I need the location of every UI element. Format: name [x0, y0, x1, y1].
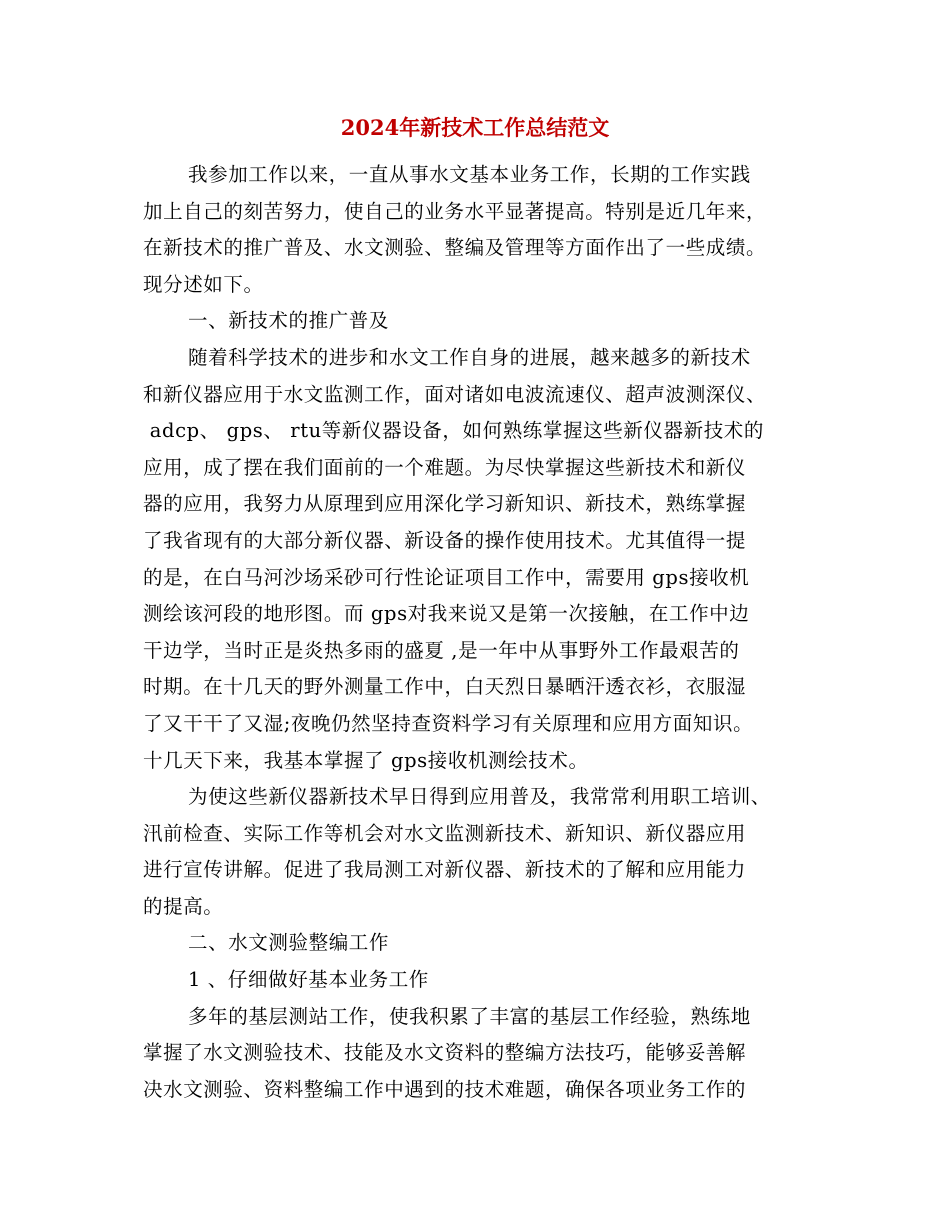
text-line: 掌握了水文测验技术、技能及水文资料的整编方法技巧，能够妥善解	[143, 1041, 747, 1065]
text-line: 现分述如下。	[143, 272, 264, 296]
text-line: 二、水文测验整编工作	[188, 931, 390, 955]
text-line: 应用，成了摆在我们面前的一个难题。为尽快掌握这些新技术和新仪	[143, 455, 747, 479]
text-line: 为使这些新仪器新技术早日得到应用普及，我常常利用职工培训、	[188, 785, 771, 809]
text-line: 了我省现有的大部分新仪器、新设备的操作使用技术。尤其值得一提	[143, 528, 747, 552]
text-line: 的提高。	[143, 894, 224, 918]
text-line: 决水文测验、资料整编工作中遇到的技术难题，确保各项业务工作的	[143, 1077, 747, 1101]
document-body	[143, 157, 823, 1108]
text-line: 在新技术的推广普及、水文测验、整编及管理等方面作出了一些成绩。	[143, 236, 767, 260]
text-line: 的是，在白马河沙场采砂可行性论证项目工作中，需要用 gps接收机	[143, 565, 750, 589]
text-line: 多年的基层测站工作，使我积累了丰富的基层工作经验，熟练地	[188, 1004, 751, 1028]
text-line: 了又干干了又湿;夜晚仍然坚持查资料学习有关原理和应用方面知识。	[143, 711, 754, 735]
text-line: 一、新技术的推广普及	[188, 309, 390, 333]
text-line: 测绘该河段的地形图。而 gps对我来说又是第一次接触，在工作中边	[143, 602, 750, 626]
text-line: 进行宣传讲解。促进了我局测工对新仪器、新技术的了解和应用能力	[143, 858, 747, 882]
document-title: 2024年新技术工作总结范文	[340, 115, 610, 140]
text-line: 随着科学技术的进步和水文工作自身的进展，越来越多的新技术	[188, 345, 751, 369]
text-line: 1 、仔细做好基本业务工作	[188, 968, 429, 992]
text-line: 十几天下来，我基本掌握了 gps接收机测绘技术。	[143, 748, 589, 772]
text-line: 器的应用，我努力从原理到应用深化学习新知识、新技术，熟练掌握	[143, 492, 747, 516]
text-line: adcp、 gps、 rtu等新仪器设备，如何熟练掌握这些新仪器新技术的	[143, 419, 764, 443]
text-line: 我参加工作以来，一直从事水文基本业务工作，长期的工作实践	[188, 163, 751, 186]
text-line: 时期。在十几天的野外测量工作中，白天烈日暴晒汗透衣衫，衣服湿	[143, 675, 747, 699]
text-line: 汛前检查、实际工作等机会对水文监测新技术、新知识、新仪器应用	[143, 821, 747, 845]
text-line: 加上自己的刻苦努力，使自己的业务水平显著提高。特别是近几年来，	[143, 199, 767, 223]
text-line: 和新仪器应用于水文监测工作，面对诸如电波流速仪、超声波测深仪、	[143, 382, 767, 406]
text-line: 干边学，当时正是炎热多雨的盛夏 ,是一年中从事野外工作最艰苦的	[143, 638, 740, 662]
